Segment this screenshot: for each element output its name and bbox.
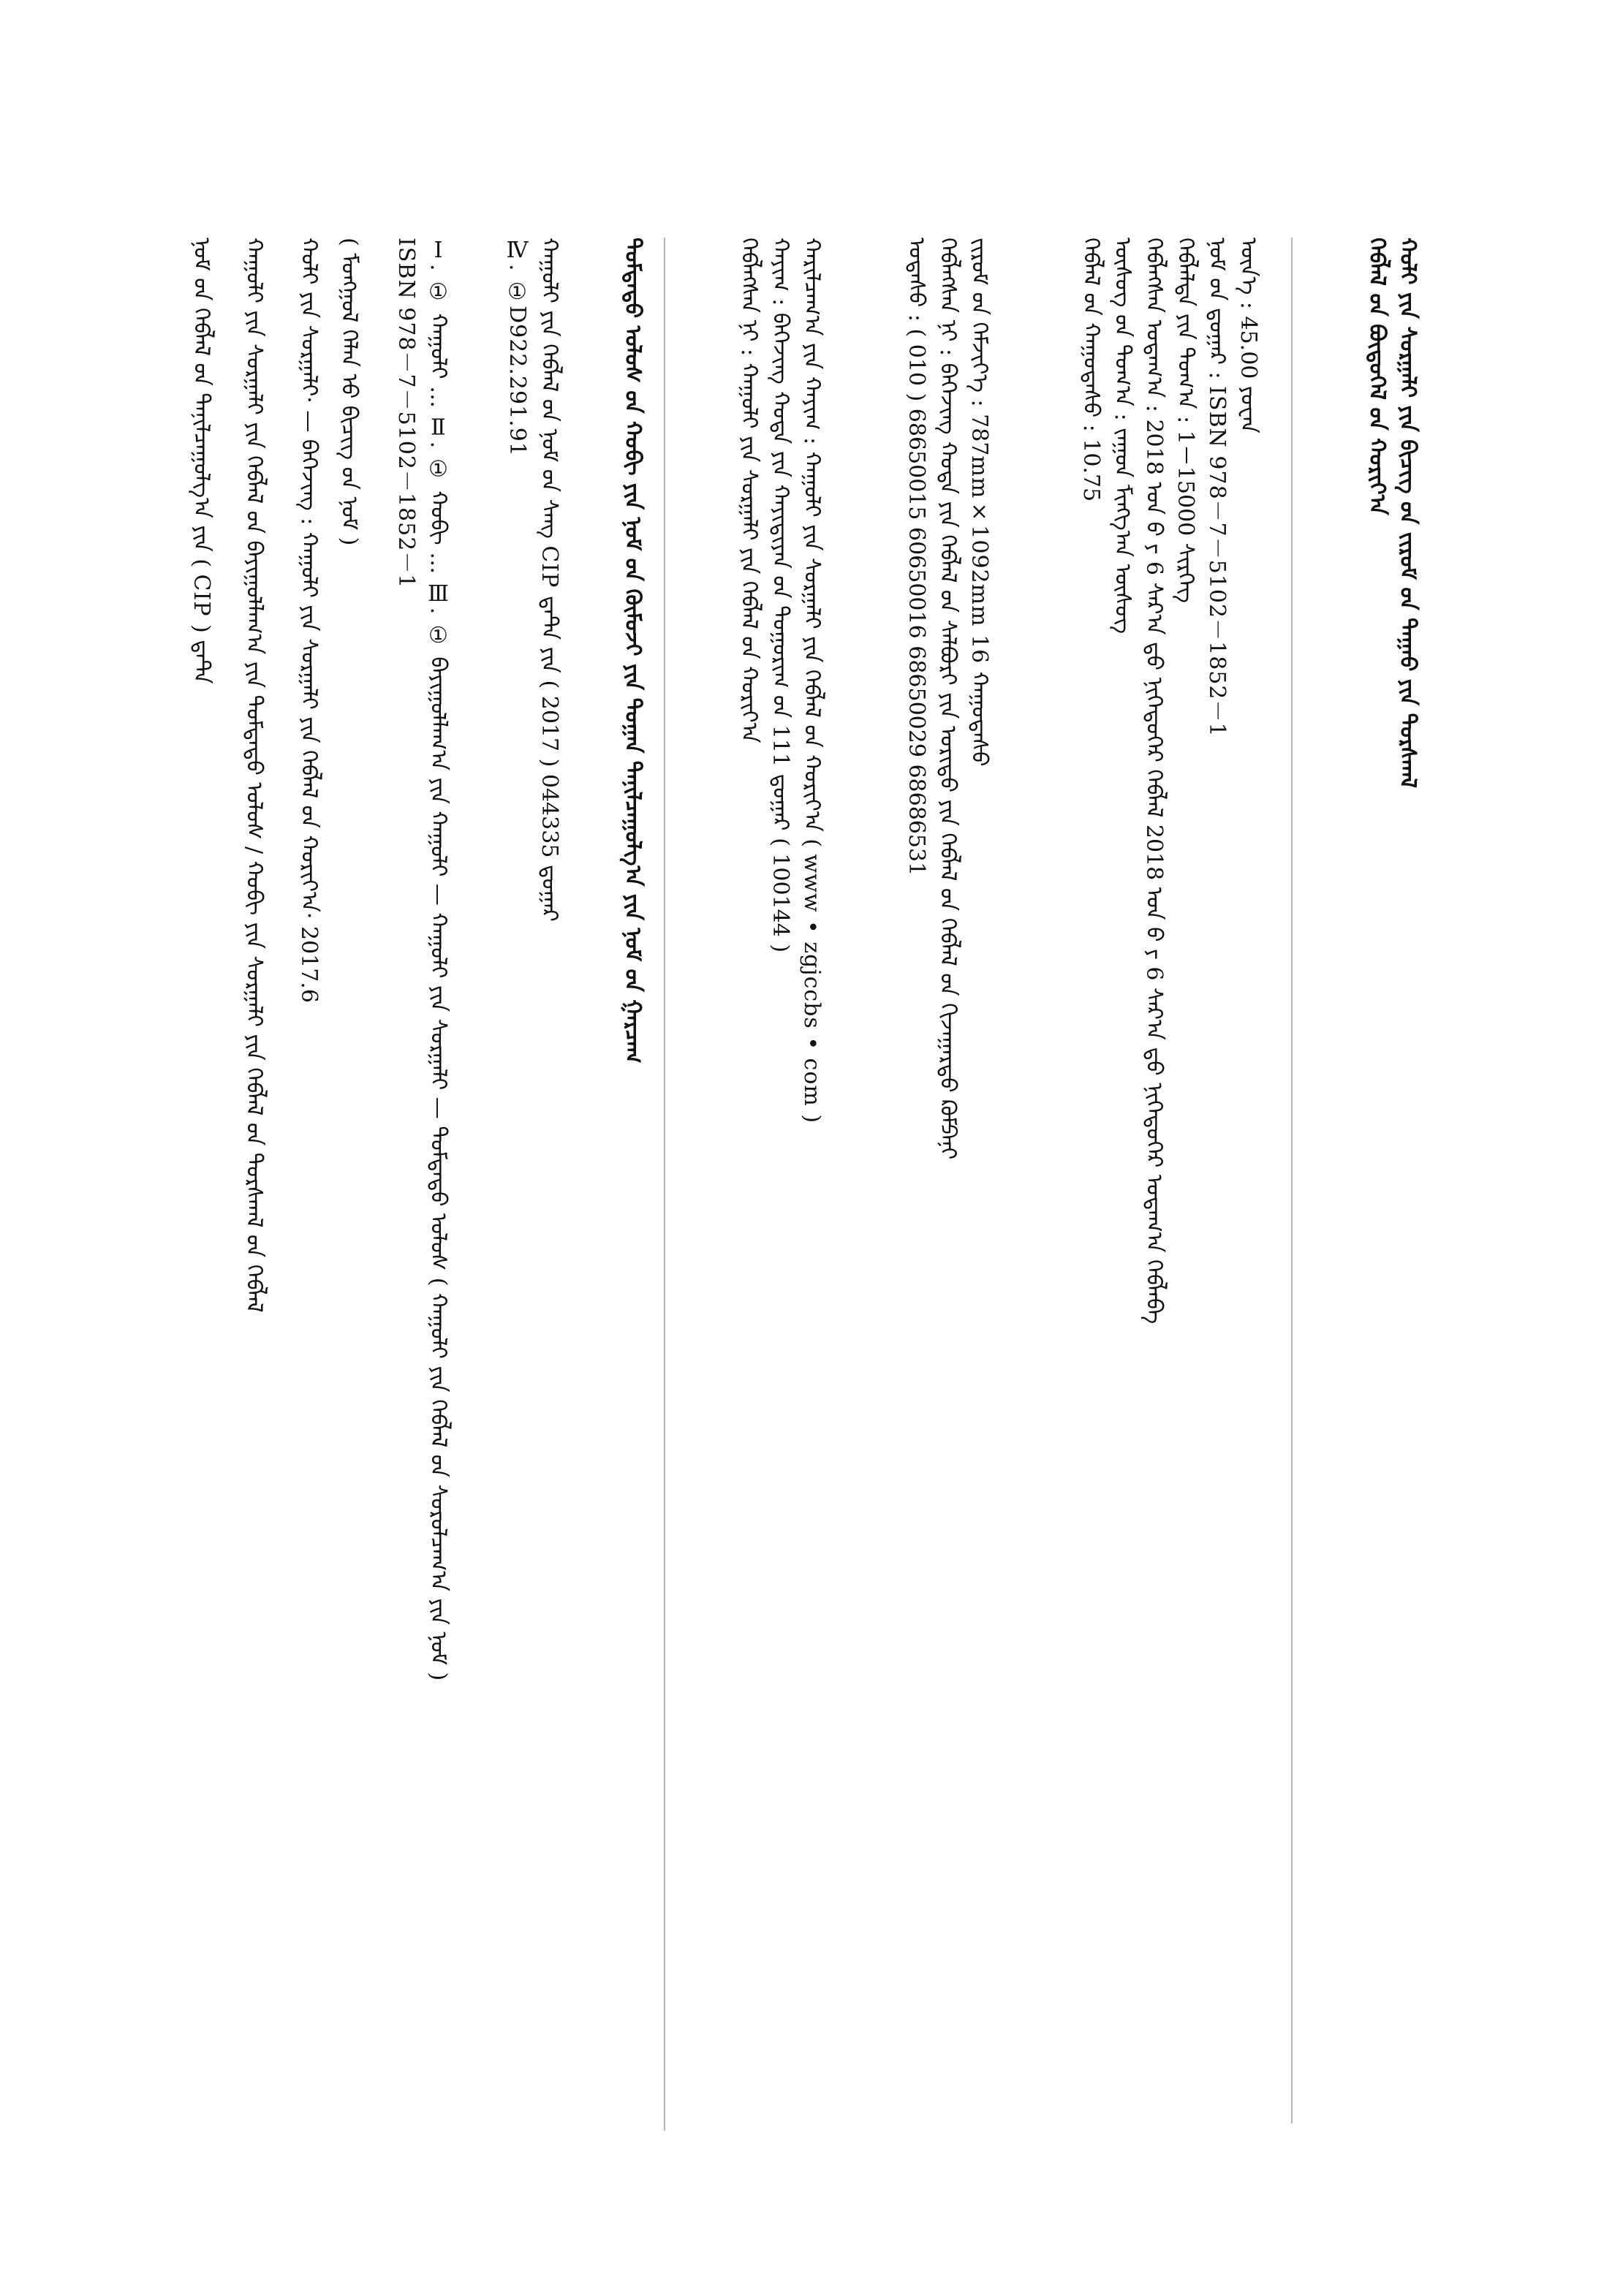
- cip-line-7: ᠬᠠᠭᠤᠯᠢ ᠶᠢᠨ ᠰᠤᠷᠭᠠᠯᠢ ᠶᠢᠨ ᠬᠡᠪᠯᠡᠯ ᠦ᠋ᠨ ᠪᠠᠶᠢᠭᠤᠯᠯᠠᠭ᠎ᠠ ᠶᠢᠨ ᠳᠤᠮᠳᠠᠳᠤ ᠤᠯᠤᠰ / ᠬᠤᠪᠢ ᠶᠢᠨ ᠰᠤᠷᠭᠠᠯᠢ ᠶᠢᠨ ᠬᠡᠪᠯᠡᠯ ᠦ᠋ᠨ ᠳᠤᠷᠰᠬᠠᠯ ᠤ᠋ᠨ ᠬᠡᠪᠯᠡᠯ: [241, 238, 267, 1313]
- cip-line-3: Ⅰ. ① ᠬᠠᠭᠤᠯᠢ … Ⅱ. ① ᠬᠤᠪᠢ … Ⅲ. ① ᠪᠠᠶᠢᠭᠤᠯᠯᠠᠭ᠎ᠠ ᠶᠢᠨ ᠬᠠᠭᠤᠯᠢ — ᠬᠠᠭᠤᠯᠢ ᠶᠢᠨ ᠰᠤᠷᠭᠠᠯᠢ — ᠳᠤᠮᠳᠠᠳᠤ ᠤᠯᠤᠰ ( ᠬᠠᠭᠤᠯᠢ ᠶᠢᠨ ᠬᠡᠪᠯᠡᠯ ᠦ᠋ᠨ ᠰᠤᠷᠤᠯᠴᠠᠭ᠎ᠠ ᠶᠢᠨ ᠨᠣᠮ ): [425, 238, 451, 1681]
- website-line: ᠬᠠᠷᠢᠯᠴᠠᠭ᠎ᠠ ᠶᠢᠨ ᠬᠠᠶᠢᠭ : ᠬᠠᠭᠤᠯᠢ ᠶᠢᠨ ᠰᠤᠷᠭᠠᠯᠢ ᠶᠢᠨ ᠬᠡᠪᠯᠡᠯ ᠦ᠋ᠨ ᠬᠣᠷᠢᠶ᠎ᠠ ( www • zgjccbs • com ): [799, 238, 825, 1124]
- cip-line-2: Ⅳ. ①D922.291.91: [504, 238, 530, 457]
- cip-line-1: ᠬᠠᠭᠤᠯᠢ ᠶᠢᠨ ᠬᠡᠪᠯᠡᠯ ᠦ᠋ᠨ ᠨᠣᠮ ᠤ᠋ᠨ ᠰᠠᠩ CIP ᠳ᠋ᠠᠲ᠋ᠠ ᠶᠢᠨ ( 2017 ) 044335 ᠳ᠋ᠤᠭᠠᠷ: [537, 238, 562, 922]
- title-line-2: ᠬᠡᠪᠯᠡᠯ ᠦ᠋ᠨ ᠪᠦᠲᠦᠭᠡᠯ ᠤ᠋ᠨ ᠬᠣᠷᠢᠶ᠎ᠠ: [1364, 238, 1390, 515]
- cip-line-5: ( ᠮᠣᠩᠭᠣᠯ ᠬᠡᠯᠡᠨ ᠦ᠋ ᠪᠢᠴᠢᠭ ᠦ᠋ᠨ ᠨᠣᠮ ): [336, 238, 362, 546]
- edition-line: ᠬᠡᠪᠯᠡᠭᠰᠡᠨ ᠤᠳᠠᠭ᠎ᠠ : 2018 ᠣᠨ ᠤ᠋ ᠶ 6 ᠰᠠᠷ᠎ᠠ ᠳ᠋ᠤ᠌ ᠨᠢᠭᠡᠳᠦᠭᠡᠷ ᠬᠡᠪᠯᠡᠯ 2018 ᠣᠨ ᠤ᠋ ᠶ 6 ᠰᠠᠷ᠎ᠠ ᠳ᠋ᠤ᠌ ᠨᠢᠭᠡᠳᠦᠭᠡᠷ ᠤᠳᠠᠭ᠎ᠠ ᠬᠡᠪᠯᠡᠪᠡ: [1141, 238, 1167, 1325]
- print-run-line: ᠬᠡᠪᠯᠡᠯᠲᠡ ᠶᠢᠨ ᠲᠣᠭ᠎ᠠ : 1－15000 ᠰᠢᠷᠬᠡᠭ: [1173, 238, 1198, 603]
- printer-line: ᠬᠡᠪᠯᠡᠭᠰᠡᠨ ᠨᠢ : ᠪᠡᠭᠡᠵᠢᠩ ᠬᠣᠲᠠ ᠶᠢᠨ ᠬᠡᠪᠯᠡᠯ ᠦ᠋ᠨ ᠰᠠᠯᠪᠤᠷᠢ ᠶᠢᠨ ᠤᠷᠢᠳᠤ ᠶᠢᠨ ᠬᠡᠪᠯᠡᠯ ᠦ᠋ᠨ ᠬᠡᠪᠯᠡᠯ ᠦ᠋ᠨ ᠬᠢᠵᠠᠭᠠᠷᠲᠤ ᠺᠣᠮᠫᠠᠨᠢ: [935, 238, 961, 1160]
- address-line: ᠬᠠᠶᠢᠭ : ᠪᠡᠭᠡᠵᠢᠩ ᠬᠣᠲᠠ ᠶᠢᠨ ᠬᠠᠶᠢᠳᠢᠶᠠᠨ ᠤ᠋ᠨ ᠲᠣᠭᠣᠷᠢᠭ ᠤ᠋ᠨ 111 ᠳ᠋ᠤᠭᠠᠷ ( 100144 ): [768, 238, 793, 953]
- title-line-1: ᠬᠤᠯᠢ ᠶᠢᠨ ᠰᠤᠷᠭᠠᠯᠢ ᠶᠢᠨ ᠪᠢᠴᠢᠭ ᠤ᠋ᠨ ᠵᠢᠷᠤᠮ ᠤ᠋ᠨ ᠳᠠᠭᠠᠤ ᠶᠢᠨ ᠳᠤᠷᠰᠬᠠᠯ: [1395, 238, 1420, 789]
- format-line: ᠵᠢᠷᠤᠮ ᠤ᠋ᠨ ᠬᠡᠮᠵᠢᠶ᠎ᠡ : 787mm×1092mm 16 ᠬᠠᠭᠤᠳᠠᠰᠤ: [966, 238, 992, 767]
- cip-line-4: ISBN 978－7－5102－1852－1: [393, 238, 419, 589]
- cip-line-8: ᠨᠣᠮ ᠤ᠋ᠨ ᠬᠡᠪᠯᠡᠯ ᠦ᠋ᠨ ᠲᠠᠨᠢᠯᠴᠠᠭᠤᠯᠭ᠎ᠠ ᠶᠢᠨ ( CIP ) ᠳ᠋ᠠᠲ᠋ᠠ: [189, 238, 214, 684]
- isbn-line: ᠨᠣᠮ ᠤ᠋ᠨ ᠳ᠋ᠤᠭᠠᠷ : ISBN 978－7－5102－1852－1: [1204, 238, 1230, 738]
- word-count-line: ᠦᠰᠦᠭ ᠤ᠋ᠨ ᠲᠣᠭ᠎ᠠ : ᠵᠠᠭᠤᠨ ᠮᠢᠩᠭ᠎ᠠᠨ ᠦᠰᠦᠭ: [1110, 238, 1135, 634]
- phone-line: ᠤᠲᠠᠰᠤ : ( 010 ) 68650015 60650016 68650029 68686531: [904, 238, 929, 876]
- price-line: ᠦᠨ᠎ᠡ : 45.00 ᠶᠤᠸᠠᠨ: [1236, 238, 1261, 433]
- sheets-line: ᠬᠡᠪᠯᠡᠯ ᠦ᠋ᠨ ᠬᠠᠭᠤᠳᠠᠰᠤ : 10.75: [1078, 238, 1104, 502]
- divider-right: [1291, 238, 1293, 2123]
- cip-header: ᠳᠤᠮᠳᠠᠳᠤ ᠤᠯᠤᠰ ᠤ᠋ᠨ ᠬᠤᠪᠢ ᠶᠢᠨ ᠨᠣᠮ ᠤ᠋ᠨ ᠬᠦᠮᠦᠵᠢ ᠶᠢᠨ ᠲᠣᠭᠠᠨ ᠲᠠᠨᠢᠯᠴᠠᠭᠤᠯᠭ᠎ᠠ ᠶᠢᠨ ᠨᠣᠮ ᠤ᠋ᠨ ᠭᠠᠷᠴᠠᠭ: [620, 238, 646, 1064]
- publisher-line: ᠬᠡᠪᠯᠡᠭᠰᠡᠨ ᠨᠢ : ᠬᠠᠭᠤᠯᠢ ᠶᠢᠨ ᠰᠤᠷᠭᠠᠯᠢ ᠶᠢᠨ ᠬᠡᠪᠯᠡᠯ ᠦ᠋ᠨ ᠬᠣᠷᠢᠶ᠎ᠠ: [736, 238, 762, 743]
- cip-line-6: ᠬᠤᠯᠢ ᠶᠢᠨ ᠰᠤᠷᠭᠠᠯᠢ· — ᠪᠡᠭᠡᠵᠢᠩ : ᠬᠠᠭᠤᠯᠢ ᠶᠢᠨ ᠰᠤᠷᠭᠠᠯᠢ ᠶᠢᠨ ᠬᠡᠪᠯᠡᠯ ᠦ᠋ᠨ ᠬᠣᠷᠢᠶ᠎ᠠ· 2017.6: [296, 238, 322, 1003]
- divider-left: [664, 238, 665, 2131]
